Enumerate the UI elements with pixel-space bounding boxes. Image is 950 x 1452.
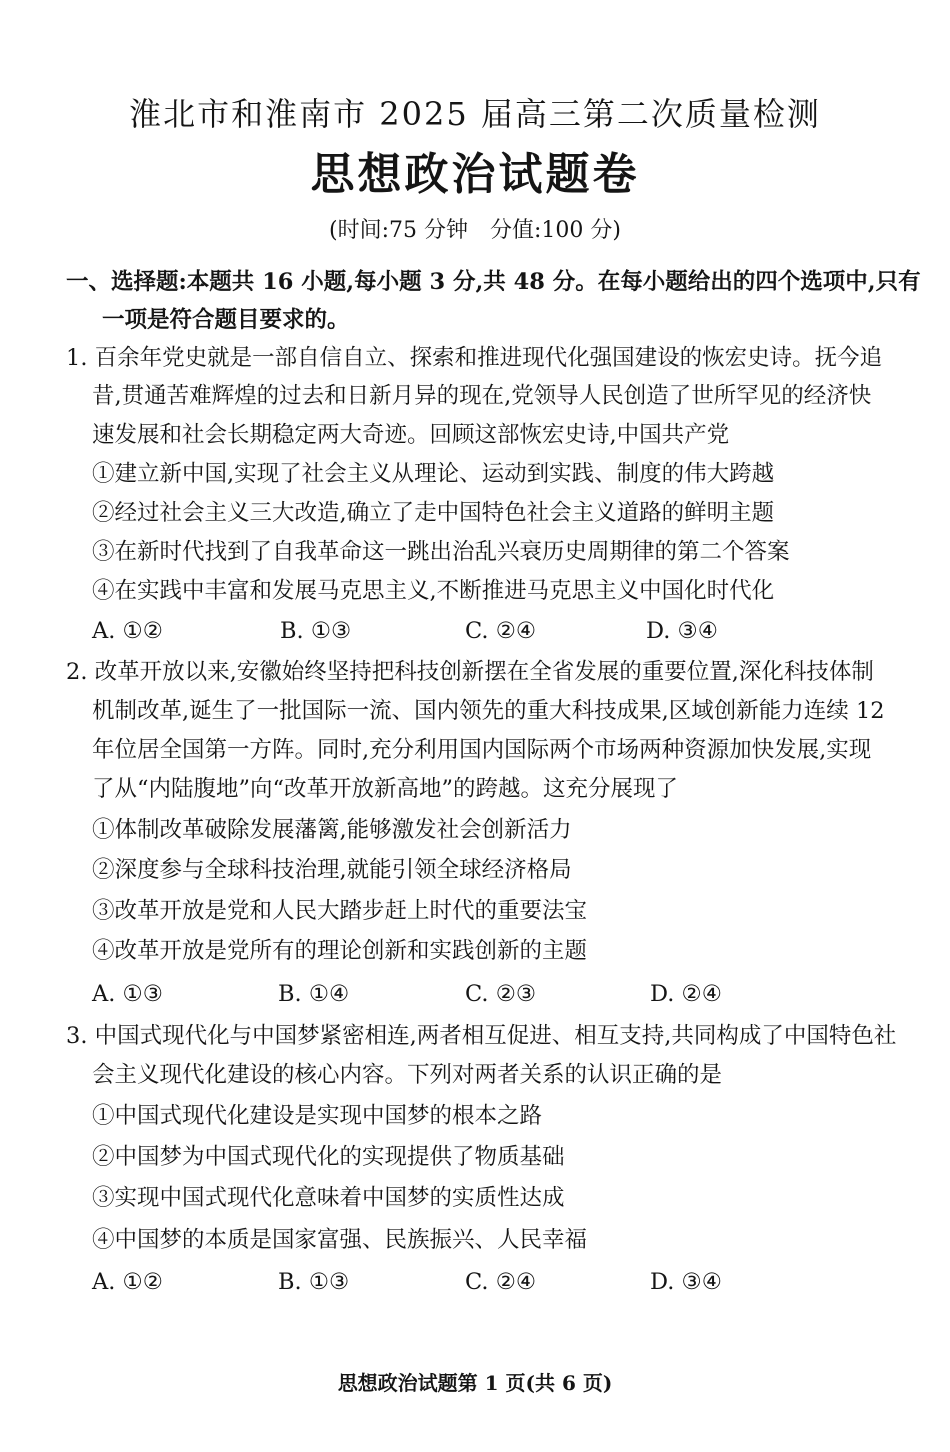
q1-statement: ④在实践中丰富和发展马克思主义,不断推进马克思主义中国化时代化: [92, 578, 775, 604]
q3-stem-line: 3. 中国式现代化与中国梦紧密相连,两者相互促进、相互支持,共同构成了中国特色社: [66, 1023, 897, 1049]
q2-stem-line: 2. 改革开放以来,安徽始终坚持把科技创新摆在全省发展的重要位置,深化科技体制: [66, 659, 874, 685]
section-heading-cont: 一项是符合题目要求的。: [102, 307, 350, 333]
q3-statement: ③实现中国式现代化意味着中国梦的实质性达成: [92, 1185, 565, 1211]
q1-statement: ①建立新中国,实现了社会主义从理论、运动到实践、制度的伟大跨越: [92, 461, 775, 487]
q3-option-a: A. ①②: [92, 1269, 163, 1295]
q1-option-c: C. ②④: [465, 618, 537, 644]
q2-option-a: A. ①③: [92, 981, 163, 1007]
exam-title: 淮北市和淮南市 2025 届高三第二次质量检测: [129, 95, 821, 133]
q3-option-d: D. ③④: [650, 1269, 722, 1295]
q3-stem-line: 会主义现代化建设的核心内容。下列对两者关系的认识正确的是: [92, 1062, 723, 1088]
q2-option-c: C. ②③: [465, 981, 537, 1007]
q2-stem-line: 机制改革,诞生了一批国际一流、国内领先的重大科技成果,区域创新能力连续 12: [92, 698, 885, 724]
q2-option-d: D. ②④: [650, 981, 722, 1007]
q2-statement: ④改革开放是党所有的理论创新和实践创新的主题: [92, 938, 588, 964]
q3-option-c: C. ②④: [465, 1269, 537, 1295]
q1-option-b: B. ①③: [280, 618, 352, 644]
q3-statement: ①中国式现代化建设是实现中国梦的根本之路: [92, 1103, 543, 1129]
q3-option-b: B. ①③: [278, 1269, 350, 1295]
q2-option-b: B. ①④: [278, 981, 350, 1007]
q2-stem-line: 了从“内陆腹地”向“改革开放新高地”的跨越。这充分展现了: [92, 776, 679, 802]
q2-statement: ②深度参与全球科技治理,就能引领全球经济格局: [92, 857, 572, 883]
q2-statement: ③改革开放是党和人民大踏步赶上时代的重要法宝: [92, 898, 588, 924]
q1-statement: ③在新时代找到了自我革命这一跳出治乱兴衰历史周期律的第二个答案: [92, 539, 790, 565]
q1-stem-line: 速发展和社会长期稳定两大奇迹。回顾这部恢宏史诗,中国共产党: [92, 422, 730, 448]
q1-stem-line: 昔,贯通苦难辉煌的过去和日新月异的现在,党领导人民创造了世所罕见的经济快: [92, 383, 872, 409]
q2-statement: ①体制改革破除发展藩篱,能够激发社会创新活力: [92, 817, 572, 843]
page-footer: 思想政治试题第 1 页(共 6 页): [337, 1371, 613, 1395]
subject-title: 思想政治试题卷: [310, 149, 640, 200]
q2-stem-line: 年位居全国第一方阵。同时,充分利用国内国际两个市场两种资源加快发展,实现: [92, 737, 872, 763]
q1-stem-line: 1. 百余年党史就是一部自信自立、探索和推进现代化强国建设的恢宏史诗。抚今追: [66, 345, 883, 371]
q1-statement: ②经过社会主义三大改造,确立了走中国特色社会主义道路的鲜明主题: [92, 500, 775, 526]
q3-statement: ④中国梦的本质是国家富强、民族振兴、人民幸福: [92, 1227, 588, 1253]
q1-option-a: A. ①②: [92, 618, 163, 644]
time-info: (时间:75 分钟 分值:100 分): [329, 218, 621, 243]
q1-option-d: D. ③④: [646, 618, 718, 644]
section-heading: 一、选择题:本题共 16 小题,每小题 3 分,共 48 分。在每小题给出的四个选项中,只有: [66, 269, 921, 295]
q3-statement: ②中国梦为中国式现代化的实现提供了物质基础: [92, 1144, 565, 1170]
